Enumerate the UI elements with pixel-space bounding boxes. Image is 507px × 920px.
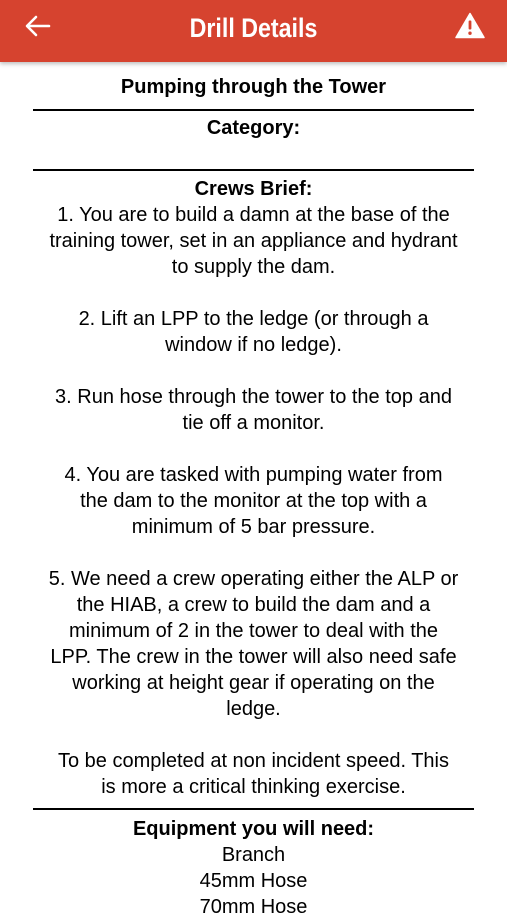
drill-details-card [33, 62, 474, 109]
equipment-item: Branch [221, 844, 286, 866]
brief-paragraph-6: To be completed at non incident speed. This is more a critical thinking exercise. [58, 750, 449, 798]
brief-paragraph-3: 3. Run hose through the tower to the top and tie off a monitor. [55, 386, 452, 434]
category-section [33, 111, 474, 169]
crews-brief-section [33, 171, 474, 808]
app-header [0, 0, 507, 62]
brief-paragraph-2: 2. Lift an LPP to the ledge (or through a window if no ledge). [78, 308, 429, 356]
equipment-item: 70mm Hose [199, 896, 308, 918]
equipment-label: Equipment you will need: [132, 818, 375, 840]
brief-paragraph-4: 4. You are tasked with pumping water from the dam to the monitor at the top with a minimum of 5 bar pressure. [64, 464, 443, 538]
drill-details-content[interactable] [0, 62, 507, 918]
warning-button[interactable] [453, 12, 487, 44]
brief-paragraph-5: 5. We need a crew operating either the ALP or the HIAB, a crew to build the dam and a minimum of 2 in the tower to deal with the LPP. The crew in the tower will also need safe working at height gear if operating on the ledge. [48, 568, 459, 720]
warning-triangle-icon [455, 12, 485, 44]
drill-name: Pumping through the Tower [120, 76, 387, 98]
crews-brief-label: Crews Brief: [194, 178, 313, 200]
equipment-section [33, 810, 474, 920]
page-title: Drill Details [189, 13, 318, 43]
brief-paragraph-1: 1. You are to build a damn at the base of the training tower, set in an appliance and hydrant to supply the dam. [49, 204, 458, 278]
category-label: Category: [206, 117, 301, 139]
equipment-item: 45mm Hose [199, 870, 308, 892]
